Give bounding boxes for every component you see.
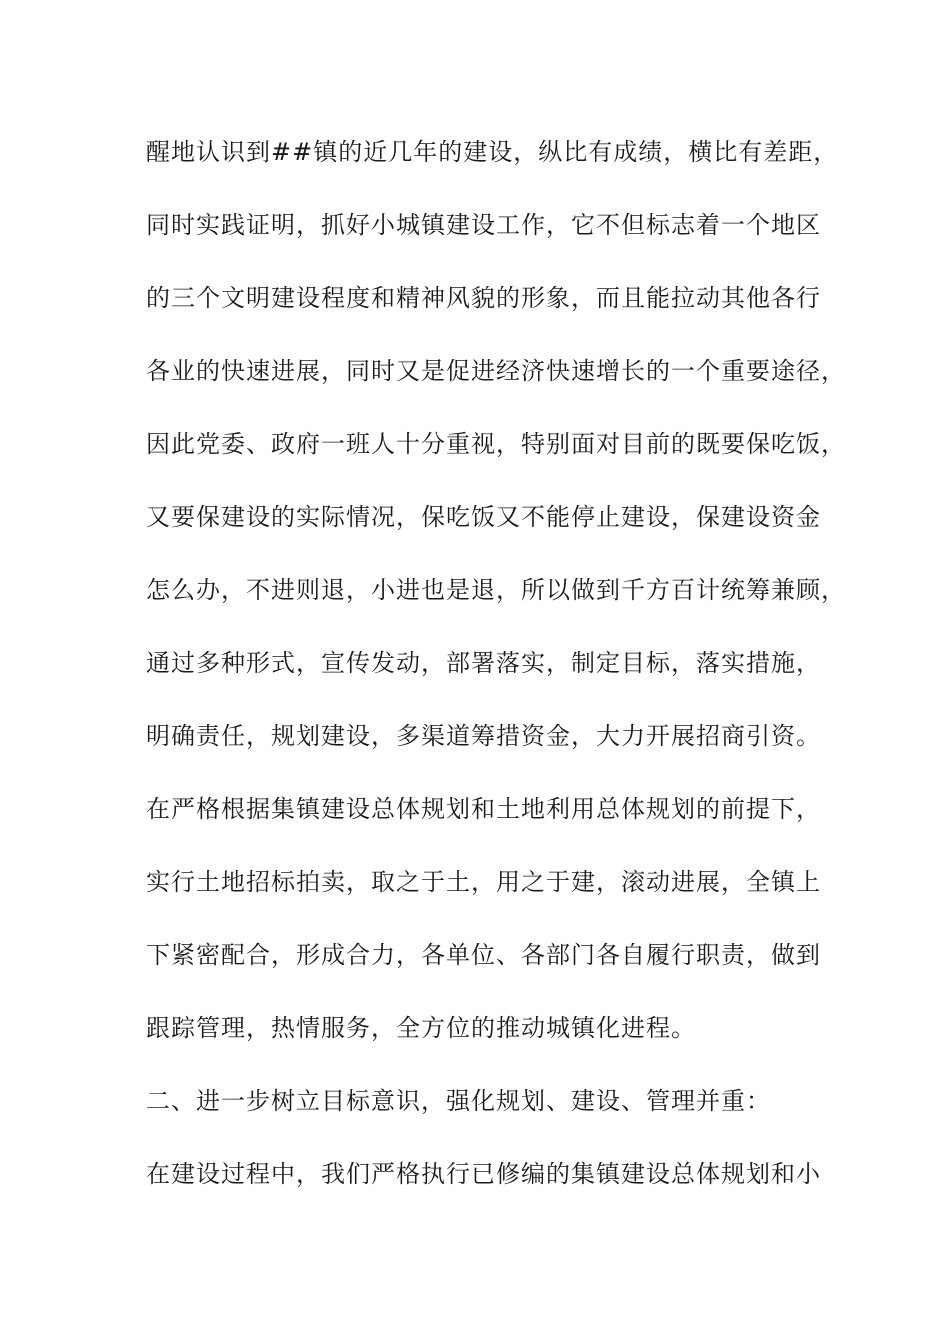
section-heading: 二、进一步树立目标意识，强化规划、建设、管理并重： — [146, 1087, 771, 1115]
text-line: 的三个文明建设程度和精神风貌的形象，而且能拉动其他各行 — [146, 284, 821, 312]
text-line: 又要保建设的实际情况，保吃饭又不能停止建设，保建设资金 — [146, 503, 821, 531]
text-line: 通过多种形式，宣传发动，部署落实，制定目标，落实措施， — [146, 649, 821, 677]
body-text — [146, 130, 846, 1225]
text-line: 各业的快速进展，同时又是促进经济快速增长的一个重要途径， — [146, 357, 846, 385]
text-line: 醒地认识到##镇的近几年的建设，纵比有成绩，横比有差距， — [146, 138, 839, 166]
text-line: 因此党委、政府一班人十分重视，特别面对目前的既要保吃饭， — [146, 430, 846, 458]
text-line: 在严格根据集镇建设总体规划和土地利用总体规划的前提下， — [146, 795, 821, 823]
text-line: 怎么办，不进则退，小进也是退，所以做到千方百计统筹兼顾， — [146, 576, 846, 604]
text-line: 在建设过程中，我们严格执行已修编的集镇建设总体规划和小 — [146, 1160, 821, 1188]
text-line: 同时实践证明，抓好小城镇建设工作，它不但标志着一个地区 — [146, 211, 821, 239]
text-line: 实行土地招标拍卖，取之于土，用之于建，滚动进展，全镇上 — [146, 868, 821, 896]
text-line: 明确责任，规划建设，多渠道筹措资金，大力开展招商引资。 — [146, 722, 821, 750]
text-line: 下紧密配合，形成合力，各单位、各部门各自履行职责，做到 — [146, 941, 821, 969]
text-line: 跟踪管理，热情服务，全方位的推动城镇化进程。 — [146, 1014, 696, 1042]
